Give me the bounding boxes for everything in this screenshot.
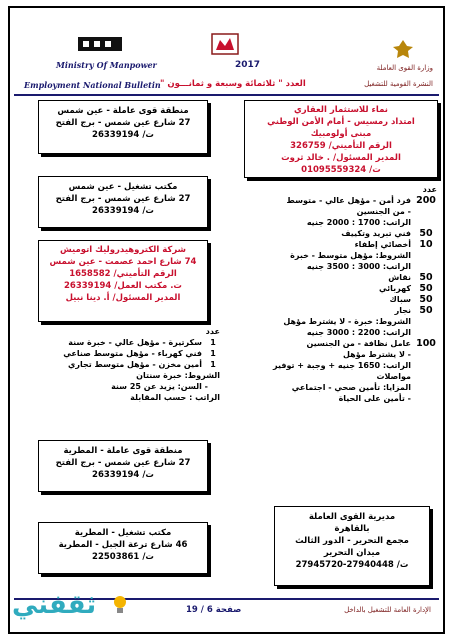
ministry-logo-right (392, 38, 414, 60)
job-count: 1 (210, 338, 216, 347)
bulletin-name-en: Employment National Bulletin (24, 80, 161, 90)
job-text: فرد أمن - مؤهل عالي - متوسط (286, 196, 411, 205)
job-text: الراتب: 1650 جنيه + وجبة + توفير (272, 361, 411, 370)
company-nama-box (244, 100, 438, 178)
job-text: الراتب: 3000 : 3500 جنيه (306, 262, 411, 271)
count-header: عدد (205, 327, 220, 336)
bulletin-logo-center (210, 32, 240, 56)
directorate-address: مجمع التحرير - الدور الثالث (295, 536, 409, 546)
jobs-list-right (237, 184, 437, 404)
job-text: نجار (394, 306, 411, 315)
job-text: أخصائي إطفاء (354, 240, 411, 249)
bulletin-page (8, 6, 445, 634)
job-text: كهربائي (378, 284, 411, 293)
lightbulb-icon (112, 594, 128, 620)
office-phone: ت/ 26339194 (92, 130, 154, 140)
logo-emblem-icon (78, 34, 122, 54)
job-count (415, 382, 437, 393)
job-line (237, 261, 437, 272)
office-box-ain-shams-area (38, 100, 208, 154)
office-address: 27 شارع عين شمس - برج الفتح (55, 118, 191, 128)
job-text: - تأمين على الحياة (338, 394, 411, 403)
directorate-city: بالقاهرة (334, 524, 370, 534)
job-text: - لا يشترط مؤهل (343, 350, 411, 359)
company-manager: المدير المسئول/ . خالد ثروت (281, 153, 401, 163)
job-item (22, 359, 220, 370)
job-count (415, 250, 437, 261)
eagle-emblem-icon (392, 38, 414, 60)
job-text: مواصلات (376, 372, 411, 381)
job-line (237, 195, 437, 206)
job-count: 50 (419, 283, 433, 294)
job-count (415, 217, 437, 228)
issue-number: العدد " ثلاثمائة وسبعة و ثمانـــون " (160, 79, 306, 89)
job-line (237, 338, 437, 349)
company-name: شركة الكتروهيدروليك اتوميش (60, 245, 186, 255)
job-count: 10 (419, 239, 433, 250)
directorate-box (274, 506, 430, 586)
job-line (237, 239, 437, 250)
office-name: منطقة قوى عاملة - المطرية (63, 446, 183, 456)
job-line (237, 206, 437, 217)
company-address: 74 شارع احمد عصمت - عين شمس (49, 257, 197, 267)
conditions-salary: الراتب : حسب المقابلة (130, 393, 220, 402)
job-count: 50 (419, 305, 433, 316)
job-item (22, 337, 220, 348)
ministry-logo-left (78, 34, 122, 54)
job-line (237, 250, 437, 261)
job-line (237, 382, 437, 393)
job-line (237, 217, 437, 228)
job-line (237, 393, 437, 404)
job-count: 1 (210, 360, 216, 369)
company-address: امتداد رمسيس - أمام الأمن الوطني (267, 117, 415, 127)
page-number: صفحة 6 / 19 (186, 605, 242, 615)
office-name: مكتب تشغيل - عين شمس (68, 182, 178, 192)
job-count: 100 (416, 338, 436, 349)
job-text: الراتب: 2200 : 3000 جنيه (306, 328, 411, 337)
job-text: سباك (389, 295, 411, 304)
count-header: عدد (422, 185, 437, 194)
job-text: الشروط: مؤهل متوسط - خبرة (290, 251, 411, 260)
job-count: 50 (419, 294, 433, 305)
watermark-logo: ثقفني (12, 590, 97, 620)
office-box-matariya-area (38, 440, 208, 492)
directorate-square: ميدان التحرير (323, 548, 381, 558)
job-text: عامل نظافة - من الجنسين (306, 339, 411, 348)
job-text: نقاش (388, 273, 411, 282)
office-name: منطقة قوى عاملة - عين شمس (57, 106, 189, 116)
company-insurance-number: الرقم التأميني/ 1658582 (69, 269, 177, 279)
job-count: 1 (210, 349, 216, 358)
company-manager: المدير المسئول/ أ. دينا نبيل (65, 293, 181, 303)
job-item (22, 348, 220, 359)
job-line (237, 327, 437, 338)
conditions-age: - السن: يزيد عن 25 سنة (111, 382, 208, 391)
office-phone: ت/ 22503861 (92, 552, 154, 562)
office-address: 27 شارع عين شمس - برج الفتح (55, 458, 191, 468)
company-phone: ت/ 01095559324 (301, 165, 381, 175)
job-line (237, 316, 437, 327)
job-count (415, 349, 437, 360)
job-text: - من الجنسين (356, 207, 411, 216)
office-phone: ت/ 26339194 (92, 206, 154, 216)
job-count (415, 327, 437, 338)
office-address: 46 شارع ترعة الجبل - المطرية (58, 540, 188, 550)
issue-year: 2017 (235, 60, 261, 70)
job-text: فني كهرباء - مؤهل متوسط صناعي (63, 349, 202, 358)
job-line (237, 305, 437, 316)
job-count: 50 (419, 272, 433, 283)
directorate-phone: ت/ 27940448-27945720 (295, 560, 409, 570)
job-line (237, 349, 437, 360)
bulletin-emblem-icon (210, 32, 240, 56)
job-count (415, 371, 437, 382)
job-text: فني تبريد وتكييف (341, 229, 411, 238)
job-line (237, 283, 437, 294)
directorate-name: مديرية القوى العاملة (308, 512, 396, 522)
office-box-ain-shams-employment (38, 176, 208, 228)
conditions-experience: الشروط: خبرة سنتان (136, 371, 220, 380)
job-text: المزايا: تأمين صحي - اجتماعي (291, 383, 411, 392)
bulletin-name-ar: النشرة القومية للتشغيل (364, 80, 433, 88)
job-text: أمين مخزن - مؤهل متوسط تجاري (68, 360, 202, 369)
office-name: مكتب تشغيل - المطرية (74, 528, 172, 538)
job-text: الراتب: 1700 : 2000 جنيه (306, 218, 411, 227)
ministry-name-ar: وزارة القوى العاملة (376, 64, 433, 72)
office-box-matariya-employment (38, 522, 208, 574)
job-count: 200 (416, 195, 436, 206)
job-count (415, 393, 437, 404)
job-count (415, 316, 437, 327)
job-line (237, 228, 437, 239)
office-phone: ت/ 26339194 (92, 470, 154, 480)
company-insurance-number: الرقم التأميني/ 326759 (290, 141, 392, 151)
job-line (237, 294, 437, 305)
job-count (415, 360, 437, 371)
header-divider (14, 94, 439, 96)
company-electrohydraulic-box (38, 240, 208, 322)
office-address: 27 شارع عين شمس - برج الفتح (55, 194, 191, 204)
job-count (415, 206, 437, 217)
jobs-list-left (22, 326, 220, 403)
company-building: مبنى أولومبيك (310, 129, 372, 139)
company-phone: ت. مكتب العمل/ 26339194 (64, 281, 182, 291)
ministry-name-en: Ministry Of Manpower (56, 60, 157, 70)
job-line (237, 272, 437, 283)
company-name: نماء للاستثمار العقاري (294, 105, 388, 115)
job-count: 50 (419, 228, 433, 239)
admin-footer-text: الإدارة العامة للتشغيل بالداخل (344, 606, 431, 614)
job-text: الشروط: خبرة - لا يشترط مؤهل (283, 317, 411, 326)
job-line (237, 360, 437, 371)
job-text: سكرتيرة - مؤهل عالي - خبرة سنة (68, 338, 202, 347)
job-line (237, 371, 437, 382)
job-count (415, 261, 437, 272)
